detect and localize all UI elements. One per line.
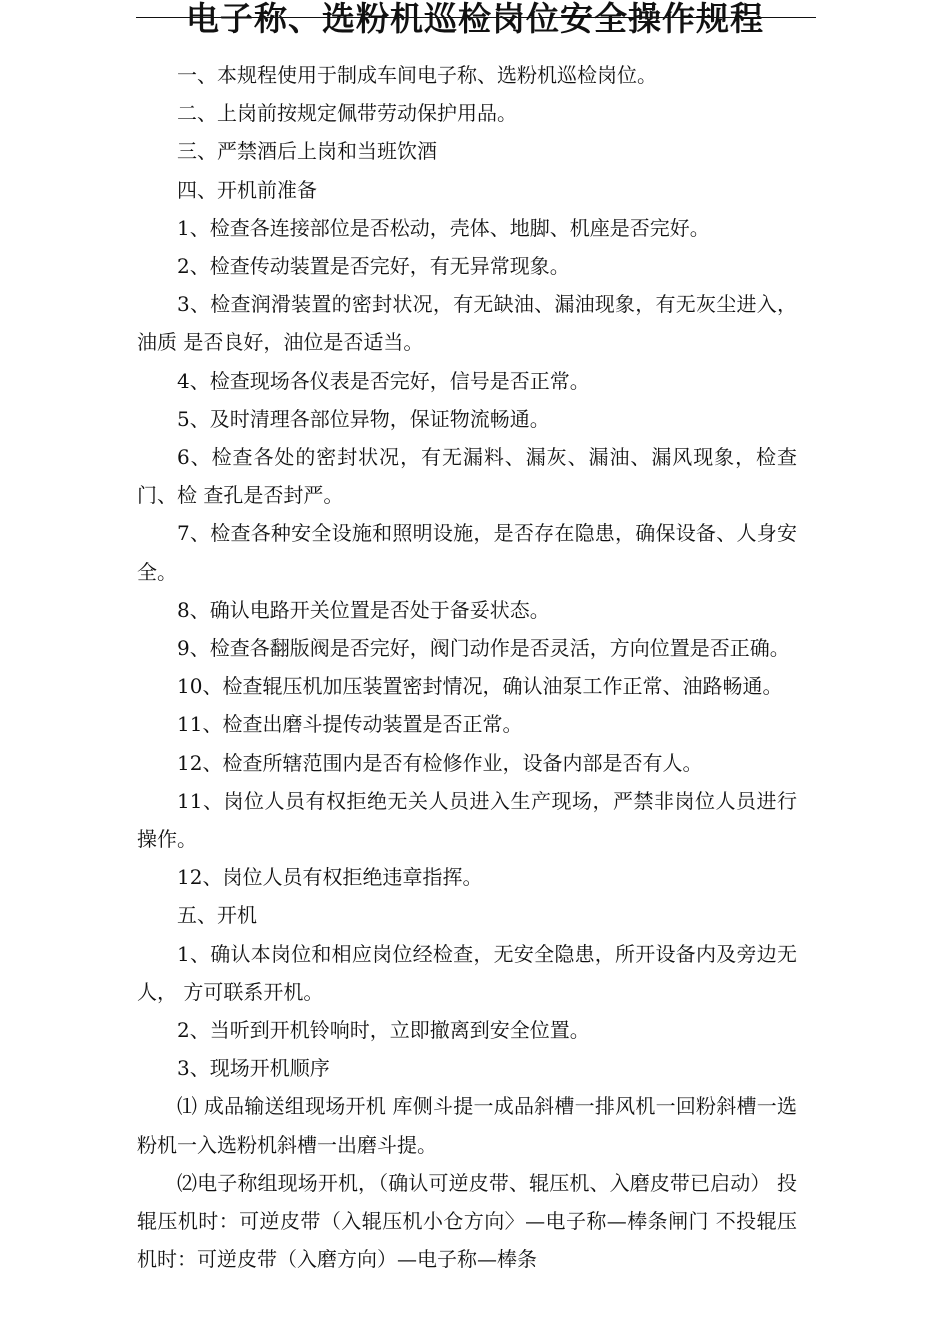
paragraph: 12、岗位人员有权拒绝违章指挥。 xyxy=(177,865,483,890)
document-body xyxy=(137,56,797,1279)
paragraph: 1、确认本岗位和相应岗位经检查，无安全隐患，所开设备内及旁边无人， 方可联系开机。 xyxy=(137,941,797,1004)
paragraph: 一、本规程使用于制成车间电子称、选粉机巡检岗位。 xyxy=(177,63,657,87)
paragraph: 1、检查各连接部位是否松动，壳体、地脚、机座是否完好。 xyxy=(177,215,710,240)
paragraph: ⑵电子称组现场开机，（确认可逆皮带、辊压机、入磨皮带已启动） 投辊压机时：可逆皮带（入辊压机小仓方向〉—电子称—棒条闸门 不投辊压机时：可逆皮带（入磨方向）—电子称—棒条 xyxy=(137,1170,797,1272)
paragraph: 3、检查润滑装置的密封状况，有无缺油、漏油现象，有无灰尘进入，油质 是否良好，油位是否适当。 xyxy=(137,292,797,355)
paragraph: 7、检查各种安全设施和照明设施，是否存在隐患，确保设备、人身安全。 xyxy=(137,521,797,584)
paragraph: 10、检查辊压机加压装置密封情况，确认油泵工作正常、油路畅通。 xyxy=(177,674,783,699)
paragraph: 三、严禁酒后上岗和当班饮酒 xyxy=(177,139,437,164)
paragraph: 3、现场开机顺序 xyxy=(177,1056,330,1081)
paragraph: 9、检查各翻版阀是否完好，阀门动作是否灵活，方向位置是否正确。 xyxy=(177,636,790,661)
paragraph: ⑴ 成品输送组现场开机 库侧斗提一成品斜槽一排风机一回粉斜槽一选粉机一入选粉机斜槽一出磨斗提。 xyxy=(137,1094,797,1157)
paragraph: 11、检查出磨斗提传动装置是否正常。 xyxy=(177,712,523,737)
paragraph: 8、确认电路开关位置是否处于备妥状态。 xyxy=(177,597,550,622)
paragraph: 4、检查现场各仪表是否完好，信号是否正常。 xyxy=(177,368,590,393)
paragraph: 四、开机前准备 xyxy=(177,177,317,202)
paragraph: 2、检查传动装置是否完好，有无异常现象。 xyxy=(177,254,570,279)
paragraph: 12、检查所辖范围内是否有检修作业，设备内部是否有人。 xyxy=(177,750,703,775)
title-block xyxy=(0,0,950,48)
paragraph: 11、岗位人员有权拒绝无关人员进入生产现场，严禁非岗位人员进行操作。 xyxy=(137,788,797,852)
paragraph: 二、上岗前按规定佩带劳动保护用品。 xyxy=(177,101,517,126)
paragraph: 五、开机 xyxy=(177,903,257,928)
paragraph: 6、检查各处的密封状况，有无漏料、漏灰、漏油、漏风现象，检查门、检 查孔是否封严。 xyxy=(137,445,797,508)
paragraph: 2、当听到开机铃响时，立即撤离到安全位置。 xyxy=(177,1018,590,1043)
paragraph: 5、及时清理各部位异物，保证物流畅通。 xyxy=(177,406,550,431)
document-title: 电子称、选粉机巡检岗位安全操作规程 xyxy=(186,0,764,38)
